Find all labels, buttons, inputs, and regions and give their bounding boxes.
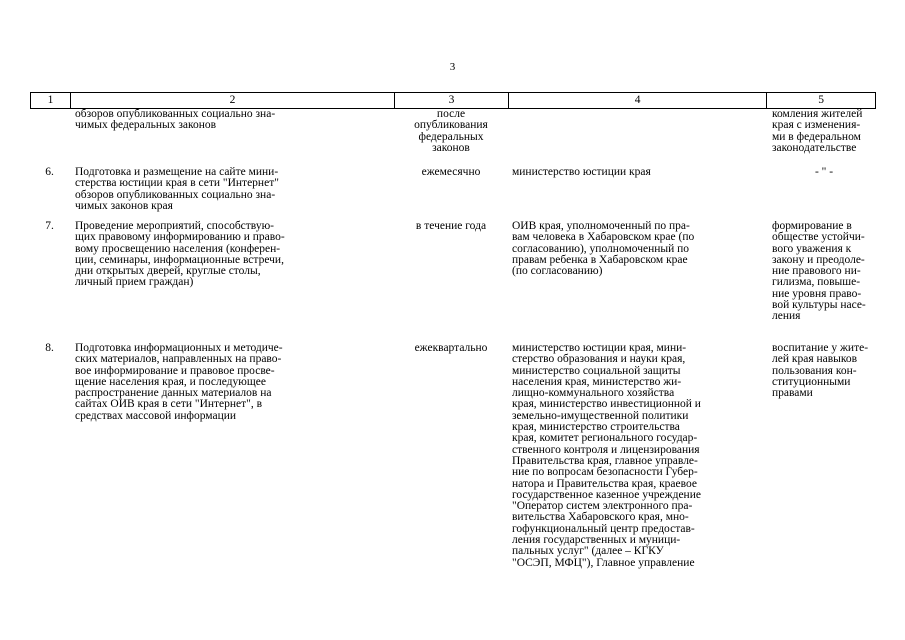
row-action: обзоров опубликованных социально зна- чимых федеральных законов — [75, 108, 276, 132]
header-col-3: 3 — [394, 93, 508, 108]
header-col-4: 4 — [508, 93, 766, 108]
header-col-1: 1 — [47, 93, 54, 106]
row-action: Подготовка и размещение на сайте мини- стерства юстиции края в сети "Интернет" обзоров опубликованных социально зна- чимых законов края — [75, 166, 279, 212]
row-term: в течение года — [415, 220, 487, 232]
row-number: 8. — [45, 342, 54, 354]
row-executor: министерство юстиции края, мини- стерство образования и науки края, министерство социальной защиты населения края, министерство жи- лищно-коммунального хозяйства края, министерство инвестиционной и земельно-имущественной политики края, министерство строительства края, комитет регионального государ- ственного контроля и лицензирования Правительства края, главное управле- ние по вопросам безопасности Губер- натора и Правительства края, краевое государственное казенное учреждение "Оператор систем электронного пра- вительства Хабаровского края, мно- гофункциональный центр предостав- ления государственных и муници- пальных услуг" (далее – КГКУ "ОСЭП, МФЦ"), Главное управление — [512, 342, 701, 569]
row-result: формирование в обществе устойчи- вого уважения к закону и преодоле- ние правового ни- гилизма, повыше- ние уровня право- вой культуры насе- ления — [772, 220, 866, 323]
row-executor: ОИВ края, уполномоченный по пра- вам человека в Хабаровском крае (по согласованию), уполномоченный по правам ребенка в Хабаровском крае (по согласованию) — [512, 220, 695, 278]
table-row — [30, 221, 876, 343]
row-action: Подготовка информационных и методиче- ских материалов, направленных на право- вое информирование и правовое просве- щение населения края, и последующее распространение данных материалов на сайтах ОИВ края в сети "Интернет", в средствах массовой информации — [75, 342, 283, 422]
row-number — [30, 109, 69, 167]
row-action: Проведение мероприятий, способствую- щих правовому информированию и право- вому просвещению населения (конферен- ции, семинары, информационные встречи, дни открытых дверей, круглые столы, личный прием граждан) — [75, 220, 285, 289]
row-number: 7. — [45, 220, 54, 232]
page-number: 3 — [449, 61, 456, 73]
measures-table — [30, 92, 876, 623]
row-term: после опубликования федеральных законов — [414, 108, 488, 154]
header-col-5: 5 — [766, 93, 875, 108]
header-col-2: 2 — [70, 93, 394, 108]
row-result: воспитание у жите- лей края навыков пользования кон- ституционными правами — [772, 342, 869, 400]
table-row — [30, 343, 876, 623]
table-header-row — [30, 92, 876, 109]
row-term: ежемесячно — [421, 166, 481, 178]
row-number: 6. — [45, 166, 54, 178]
table-row — [30, 167, 876, 221]
row-executor: министерство юстиции края — [512, 166, 651, 178]
row-result: комления жителей края с изменения- ми в федеральном законодательстве — [772, 108, 863, 154]
row-executor — [508, 109, 767, 167]
row-term: ежеквартально — [414, 342, 488, 354]
row-result: - " - — [814, 166, 834, 178]
table-row — [30, 109, 876, 167]
